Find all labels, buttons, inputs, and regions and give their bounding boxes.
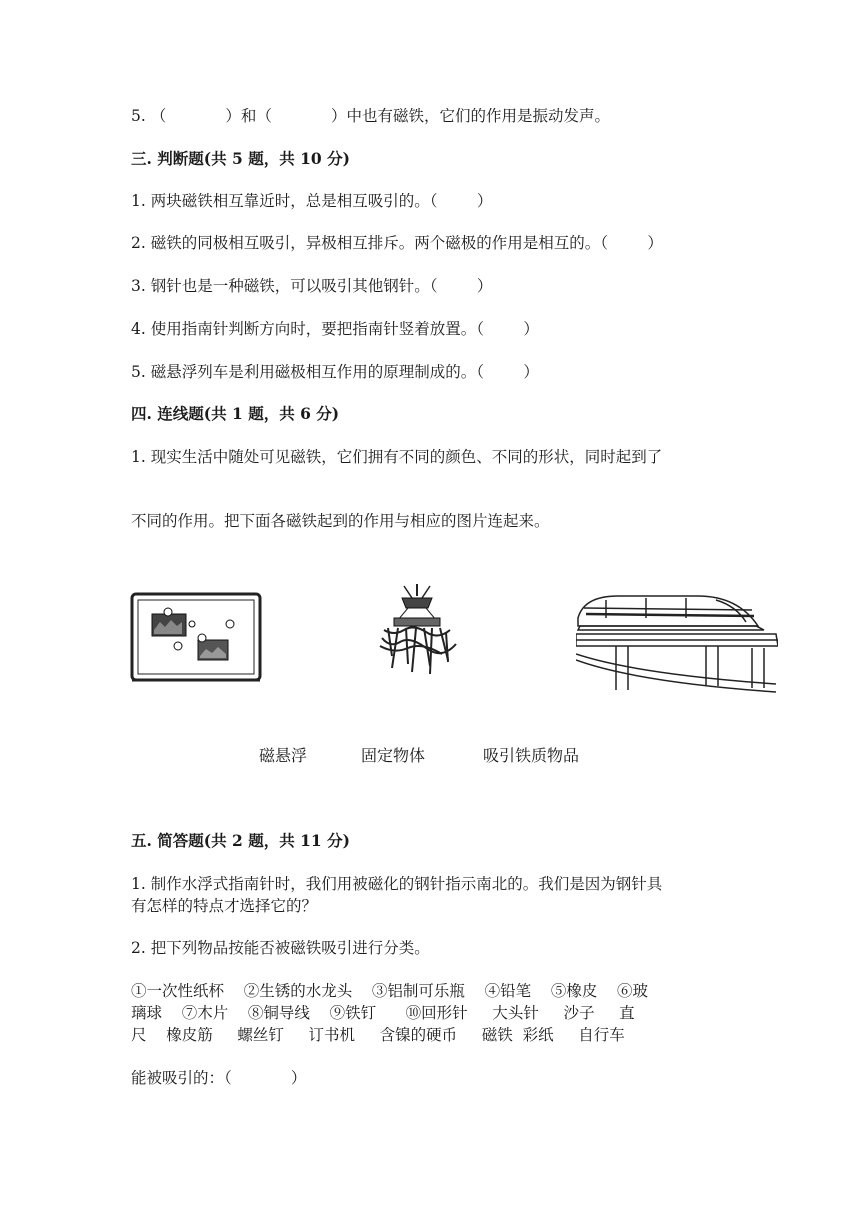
judge-item-5: 5. 磁悬浮列车是利用磁极相互作用的原理制成的。（ ）: [131, 363, 539, 381]
items-line-1: ①一次性纸杯 ②生锈的水龙头 ③铝制可乐瓶 ④铅笔 ⑤橡皮 ⑥玻: [131, 982, 649, 1000]
matching-q1-line1: 1. 现实生活中随处可见磁铁，它们拥有不同的颜色、不同的形状，同时起到了: [131, 448, 663, 466]
maglev-train-picture: [576, 588, 778, 694]
judge-item-4: 4. 使用指南针判断方向时，要把指南针竖着放置。（ ）: [131, 320, 539, 338]
label-maglev: 磁悬浮: [259, 746, 308, 765]
judge-item-3: 3. 钢针也是一种磁铁，可以吸引其他钢针。（ ）: [131, 277, 493, 295]
items-line-2: 璃球 ⑦木片 ⑧铜导线 ⑨铁钉 ⑩回形针 大头针 沙子 直: [131, 1004, 635, 1022]
section4-heading: 四. 连线题(共 1 题，共 6 分): [131, 404, 340, 423]
crane-magnet-picture: [372, 584, 462, 688]
judge-item-2: 2. 磁铁的同极相互吸引，异极相互排斥。两个磁极的作用是相互的。（ ）: [131, 234, 663, 252]
short-q1-line1: 1. 制作水浮式指南针时，我们用被磁化的钢针指示南北的。我们是因为钢针具: [131, 875, 663, 893]
short-q1-line2: 有怎样的特点才选择它的？: [131, 897, 318, 915]
section3-heading: 三. 判断题(共 5 题，共 10 分): [131, 149, 350, 168]
section5-heading: 五. 简答题(共 2 题，共 11 分): [131, 831, 350, 850]
items-line-3: 尺 橡皮筋 螺丝钉 订书机 含镍的硬币 磁铁 彩纸 自行车: [131, 1026, 625, 1044]
answer-blank: 能被吸引的：（ ）: [131, 1069, 307, 1087]
label-attract-iron: 吸引铁质物品: [483, 746, 580, 765]
short-q2: 2. 把下列物品按能否被磁铁吸引进行分类。: [131, 939, 430, 957]
q5-fill-blank: 5. （ ）和（ ）中也有磁铁，它们的作用是振动发声。: [131, 107, 610, 125]
matching-q1-line2: 不同的作用。把下面各磁铁起到的作用与相应的图片连起来。: [131, 512, 550, 530]
judge-item-1: 1. 两块磁铁相互靠近时，总是相互吸引的。（ ）: [131, 192, 493, 210]
label-fix-objects: 固定物体: [361, 746, 426, 765]
whiteboard-magnets-picture: [128, 590, 264, 686]
